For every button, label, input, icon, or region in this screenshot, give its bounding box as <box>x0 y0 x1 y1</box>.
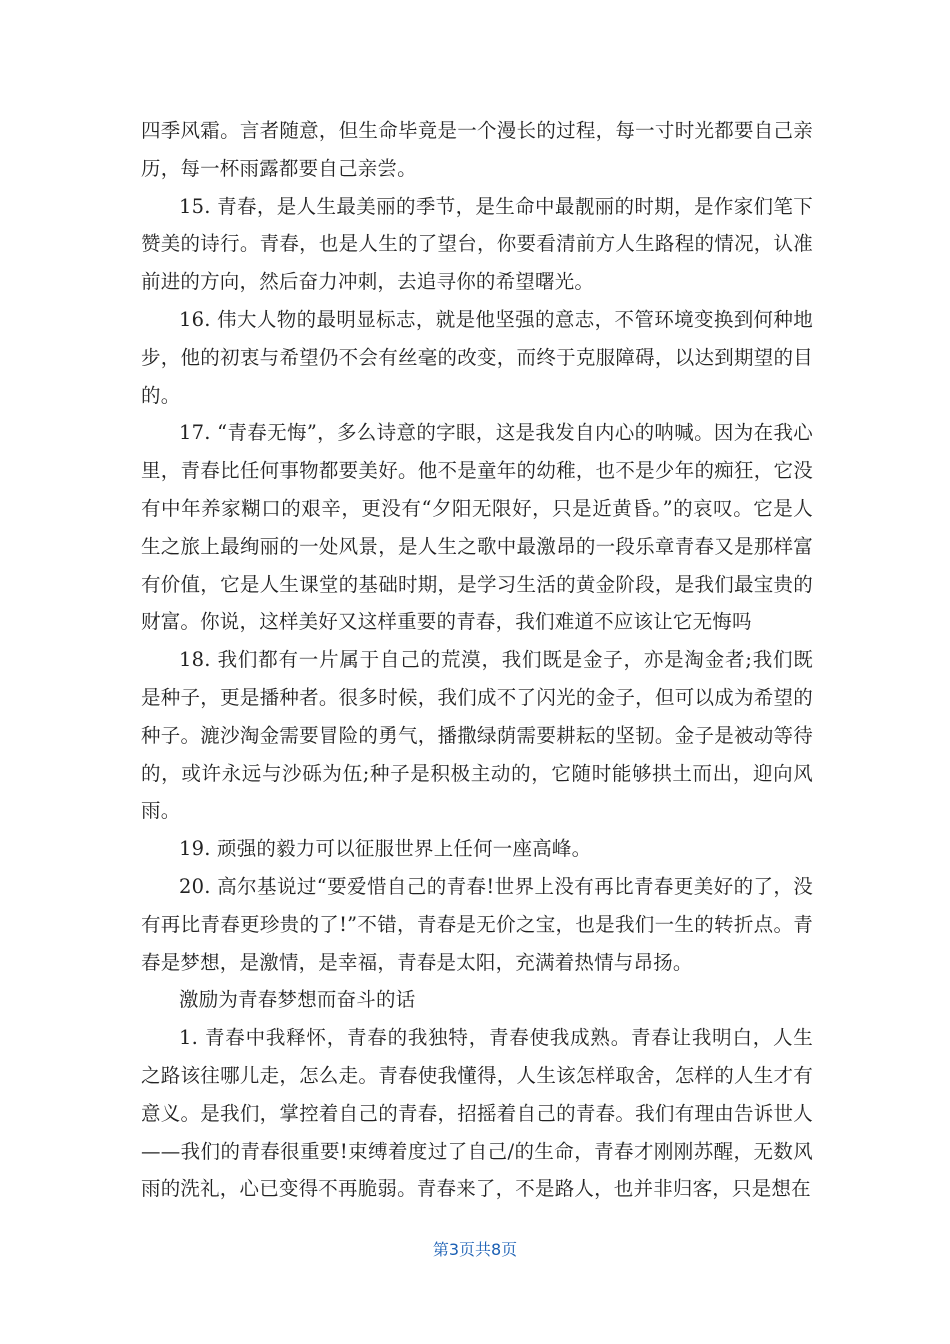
paragraph-continuation: 四季风霜。言者随意，但生命毕竟是一个漫长的过程，每一寸时光都要自己亲历，每一杯雨露都要自己亲尝。 <box>141 119 813 180</box>
paragraph-15: 15. 青春，是人生最美丽的季节，是生命中最靓丽的时期，是作家们笔下赞美的诗行。青春，也是人生的了望台，你要看清前方人生路程的情况，认准前进的方向，然后奋力冲刺，去追寻你的希望曙光。 <box>141 194 813 294</box>
paragraph-18: 18. 我们都有一片属于自己的荒漠，我们既是金子，亦是淘金者;我们既是种子，更是播种者。很多时候，我们成不了闪光的金子，但可以成为希望的种子。漉沙淘金需要冒险的勇气，播撒绿荫需要耕耘的坚韧。金子是被动等待的，或许永远与沙砾为伍;种子是积极主动的，它随时能够拱土而出，迎向风雨。 <box>141 648 813 823</box>
paragraph-19: 19. 顽强的毅力可以征服世界上任何一座高峰。 <box>179 837 592 861</box>
page-number-footer: 第3页共8页 <box>432 1240 518 1259</box>
paragraph-17: 17. “青春无悔”，多么诗意的字眼，这是我发自内心的呐喊。因为在我心里，青春比任何事物都要美好。他不是童年的幼稚，也不是少年的痴狂，它没有中年养家糊口的艰辛，更没有“夕阳无限好，只是近黄昏。”的哀叹。它是人生之旅上最绚丽的一处风景，是人生之歌中最激昂的一段乐章青春又是那样富有价值，它是人生课堂的基础时期，是学习生活的黄金阶段，是我们最宝贵的财富。你说，这样美好又这样重要的青春，我们难道不应该让它无悔吗 <box>141 421 813 634</box>
paragraph-20: 20. 高尔基说过“要爱惜自己的青春!世界上没有再比青春更美好的了，没有再比青春更珍贵的了!”不错，青春是无价之宝，也是我们一生的转折点。青春是梦想，是激情，是幸福，青春是太阳，充满着热情与昂扬。 <box>141 874 813 974</box>
paragraph-16: 16. 伟大人物的最明显标志，就是他坚强的意志，不管环境变换到何种地步，他的初衷与希望仍不会有丝毫的改变，而终于克服障碍，以达到期望的目的。 <box>141 307 813 407</box>
paragraph-1: 1. 青春中我释怀，青春的我独特，青春使我成熟。青春让我明白，人生之路该往哪儿走，怎么走。青春使我懂得，人生该怎样取舍，怎样的人生才有意义。是我们，掌控着自己的青春，招摇着自己的青春。我们有理由告诉世人——我们的青春很重要!束缚着度过了自己/的生命，青春才刚刚苏醒，无数风雨的洗礼，心已变得不再脆弱。青春来了，不是路人，也并非归客，只是想在 <box>141 1026 813 1201</box>
section-heading: 激励为青春梦想而奋斗的话 <box>179 988 416 1012</box>
body-text <box>141 112 813 1208</box>
